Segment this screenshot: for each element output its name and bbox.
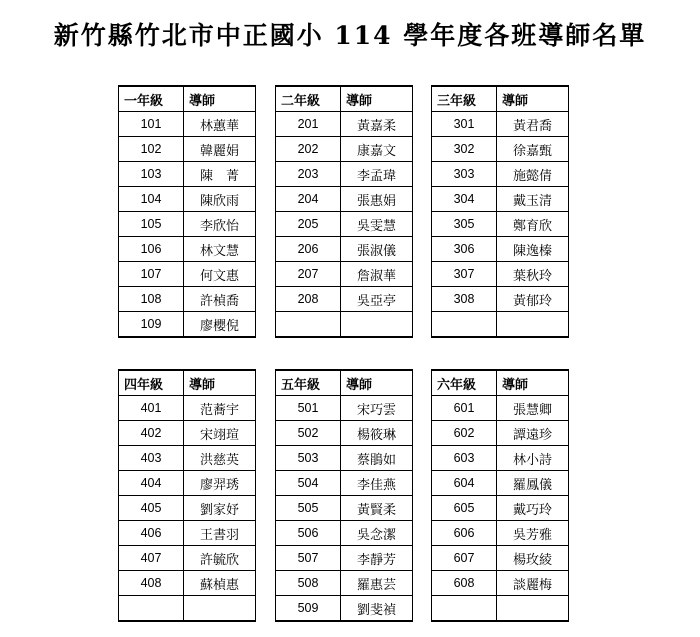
teacher-name: 李靜芳 — [341, 546, 413, 571]
table-row — [432, 546, 569, 571]
teacher-name: 陳欣雨 — [184, 187, 256, 212]
table-row — [119, 496, 256, 521]
table-row — [432, 396, 569, 421]
class-number — [276, 312, 341, 338]
teacher-name: 陳 菁 — [184, 162, 256, 187]
teacher-name: 范蕎宇 — [184, 396, 256, 421]
teacher-name: 劉家妤 — [184, 496, 256, 521]
class-number: 102 — [119, 137, 184, 162]
teacher-name: 羅鳳儀 — [497, 471, 569, 496]
teacher-header: 導師 — [497, 370, 569, 396]
class-number: 509 — [276, 596, 341, 622]
class-number: 607 — [432, 546, 497, 571]
teacher-name: 談麗梅 — [497, 571, 569, 596]
class-number: 505 — [276, 496, 341, 521]
table-row — [432, 262, 569, 287]
teacher-name: 廖羿琇 — [184, 471, 256, 496]
teacher-name: 廖櫻倪 — [184, 312, 256, 338]
table-row — [119, 421, 256, 446]
class-number: 202 — [276, 137, 341, 162]
table-header-row — [432, 370, 569, 396]
teacher-name: 蘇楨惠 — [184, 571, 256, 596]
table-row — [432, 571, 569, 596]
teacher-name: 吳芳雅 — [497, 521, 569, 546]
class-number: 305 — [432, 212, 497, 237]
table-row — [276, 546, 413, 571]
table-header-row — [432, 86, 569, 112]
teacher-name: 楊玫綾 — [497, 546, 569, 571]
table-row — [119, 287, 256, 312]
class-number: 103 — [119, 162, 184, 187]
table-row — [119, 187, 256, 212]
teacher-name: 羅惠芸 — [341, 571, 413, 596]
class-number: 606 — [432, 521, 497, 546]
class-number: 502 — [276, 421, 341, 446]
table-row — [276, 287, 413, 312]
table-row — [276, 596, 413, 622]
class-number: 406 — [119, 521, 184, 546]
class-number — [119, 596, 184, 622]
table-row — [119, 521, 256, 546]
teacher-name: 林蕙華 — [184, 112, 256, 137]
teacher-name: 王書羽 — [184, 521, 256, 546]
teacher-name: 譚遠珍 — [497, 421, 569, 446]
class-number: 405 — [119, 496, 184, 521]
teacher-name: 張慧卿 — [497, 396, 569, 421]
grade-label: 一年級 — [119, 86, 184, 112]
class-number: 107 — [119, 262, 184, 287]
table-row — [276, 446, 413, 471]
table-row — [276, 521, 413, 546]
teacher-name: 黃賢柔 — [341, 496, 413, 521]
teacher-name: 張惠娟 — [341, 187, 413, 212]
class-number: 408 — [119, 571, 184, 596]
table-row — [432, 521, 569, 546]
class-number: 208 — [276, 287, 341, 312]
teacher-name: 吳雯慧 — [341, 212, 413, 237]
teacher-name: 韓麗娟 — [184, 137, 256, 162]
grade-label: 四年級 — [119, 370, 184, 396]
teacher-header: 導師 — [341, 86, 413, 112]
teacher-name: 李佳燕 — [341, 471, 413, 496]
class-number: 302 — [432, 137, 497, 162]
class-number: 501 — [276, 396, 341, 421]
class-number — [432, 596, 497, 622]
grade-label: 五年級 — [276, 370, 341, 396]
table-row — [276, 237, 413, 262]
teacher-name: 李孟瑋 — [341, 162, 413, 187]
table-row — [276, 571, 413, 596]
table-row — [432, 496, 569, 521]
table-row — [276, 162, 413, 187]
table-row — [119, 237, 256, 262]
table-row — [432, 446, 569, 471]
table-row — [276, 471, 413, 496]
teacher-name: 林文慧 — [184, 237, 256, 262]
page-title: 新竹縣竹北市中正國小 114 學年度各班導師名單 — [53, 21, 647, 50]
class-number: 503 — [276, 446, 341, 471]
class-number: 507 — [276, 546, 341, 571]
teacher-name: 詹淑華 — [341, 262, 413, 287]
grade-label: 三年級 — [432, 86, 497, 112]
table-row — [432, 212, 569, 237]
grade-4-table — [118, 369, 256, 622]
table-row — [276, 312, 413, 338]
teacher-name: 黃君喬 — [497, 112, 569, 137]
class-number: 304 — [432, 187, 497, 212]
table-row — [119, 262, 256, 287]
teacher-name: 劉斐禎 — [341, 596, 413, 622]
table-row — [119, 471, 256, 496]
class-number: 604 — [432, 471, 497, 496]
table-row — [119, 137, 256, 162]
table-row — [432, 471, 569, 496]
class-number: 404 — [119, 471, 184, 496]
table-row — [119, 396, 256, 421]
table-row — [432, 421, 569, 446]
teacher-name: 宋巧雲 — [341, 396, 413, 421]
teacher-name: 鄭育欣 — [497, 212, 569, 237]
teacher-name: 林小詩 — [497, 446, 569, 471]
teacher-name: 楊筱琳 — [341, 421, 413, 446]
class-number: 301 — [432, 112, 497, 137]
teacher-name: 吳亞亭 — [341, 287, 413, 312]
class-number: 207 — [276, 262, 341, 287]
grade-1-table — [118, 85, 256, 338]
grade-5-table — [275, 369, 413, 622]
table-row — [276, 112, 413, 137]
class-number: 105 — [119, 212, 184, 237]
teacher-name — [497, 312, 569, 338]
table-header-row — [276, 86, 413, 112]
grade-2-table — [275, 85, 413, 338]
teacher-name: 徐嘉甄 — [497, 137, 569, 162]
teacher-name: 宋翊瑄 — [184, 421, 256, 446]
table-header-row — [276, 370, 413, 396]
teacher-name: 黃嘉柔 — [341, 112, 413, 137]
class-number: 206 — [276, 237, 341, 262]
class-number: 407 — [119, 546, 184, 571]
teacher-name: 戴玉清 — [497, 187, 569, 212]
teacher-name: 吳念潔 — [341, 521, 413, 546]
table-row — [276, 212, 413, 237]
class-number: 104 — [119, 187, 184, 212]
table-row — [432, 137, 569, 162]
class-number: 504 — [276, 471, 341, 496]
table-row — [119, 571, 256, 596]
class-number: 401 — [119, 396, 184, 421]
teacher-header: 導師 — [184, 370, 256, 396]
class-number: 201 — [276, 112, 341, 137]
table-row — [432, 187, 569, 212]
class-number: 603 — [432, 446, 497, 471]
grade-6-table — [431, 369, 569, 622]
grade-label: 六年級 — [432, 370, 497, 396]
teacher-name: 黃郁玲 — [497, 287, 569, 312]
class-number: 205 — [276, 212, 341, 237]
teacher-name — [497, 596, 569, 622]
class-number: 109 — [119, 312, 184, 338]
table-row — [119, 546, 256, 571]
teacher-name: 陳逸榛 — [497, 237, 569, 262]
table-row — [276, 421, 413, 446]
class-number: 506 — [276, 521, 341, 546]
table-row — [276, 396, 413, 421]
grade-label: 二年級 — [276, 86, 341, 112]
table-row — [432, 112, 569, 137]
table-row — [276, 187, 413, 212]
class-number — [432, 312, 497, 338]
table-row — [119, 212, 256, 237]
teacher-header: 導師 — [497, 86, 569, 112]
class-number: 204 — [276, 187, 341, 212]
class-number: 601 — [432, 396, 497, 421]
table-row — [432, 287, 569, 312]
class-number: 306 — [432, 237, 497, 262]
table-row — [432, 596, 569, 622]
class-number: 508 — [276, 571, 341, 596]
teacher-name: 蔡鵑如 — [341, 446, 413, 471]
class-number: 303 — [432, 162, 497, 187]
table-row — [276, 137, 413, 162]
class-number: 608 — [432, 571, 497, 596]
teacher-name: 洪慈英 — [184, 446, 256, 471]
teacher-name: 何文惠 — [184, 262, 256, 287]
teacher-name: 葉秋玲 — [497, 262, 569, 287]
teacher-name — [341, 312, 413, 338]
table-row — [432, 162, 569, 187]
teacher-name: 李欣怡 — [184, 212, 256, 237]
teacher-header: 導師 — [341, 370, 413, 396]
class-number: 402 — [119, 421, 184, 446]
table-row — [432, 312, 569, 338]
teacher-header: 導師 — [184, 86, 256, 112]
class-number: 106 — [119, 237, 184, 262]
class-number: 602 — [432, 421, 497, 446]
table-row — [119, 596, 256, 622]
class-number: 101 — [119, 112, 184, 137]
class-number: 203 — [276, 162, 341, 187]
table-row — [432, 237, 569, 262]
class-number: 307 — [432, 262, 497, 287]
grade-3-table — [431, 85, 569, 338]
class-number: 308 — [432, 287, 497, 312]
table-row — [276, 262, 413, 287]
table-row — [119, 446, 256, 471]
teacher-name: 張淑儀 — [341, 237, 413, 262]
teacher-name: 施懿倩 — [497, 162, 569, 187]
table-header-row — [119, 86, 256, 112]
table-row — [119, 162, 256, 187]
class-number: 403 — [119, 446, 184, 471]
teacher-name: 戴巧玲 — [497, 496, 569, 521]
table-row — [119, 112, 256, 137]
teacher-name: 許毓欣 — [184, 546, 256, 571]
table-header-row — [119, 370, 256, 396]
teacher-name: 許楨喬 — [184, 287, 256, 312]
class-number: 108 — [119, 287, 184, 312]
teacher-name — [184, 596, 256, 622]
class-number: 605 — [432, 496, 497, 521]
table-row — [119, 312, 256, 338]
teacher-name: 康嘉文 — [341, 137, 413, 162]
table-row — [276, 496, 413, 521]
